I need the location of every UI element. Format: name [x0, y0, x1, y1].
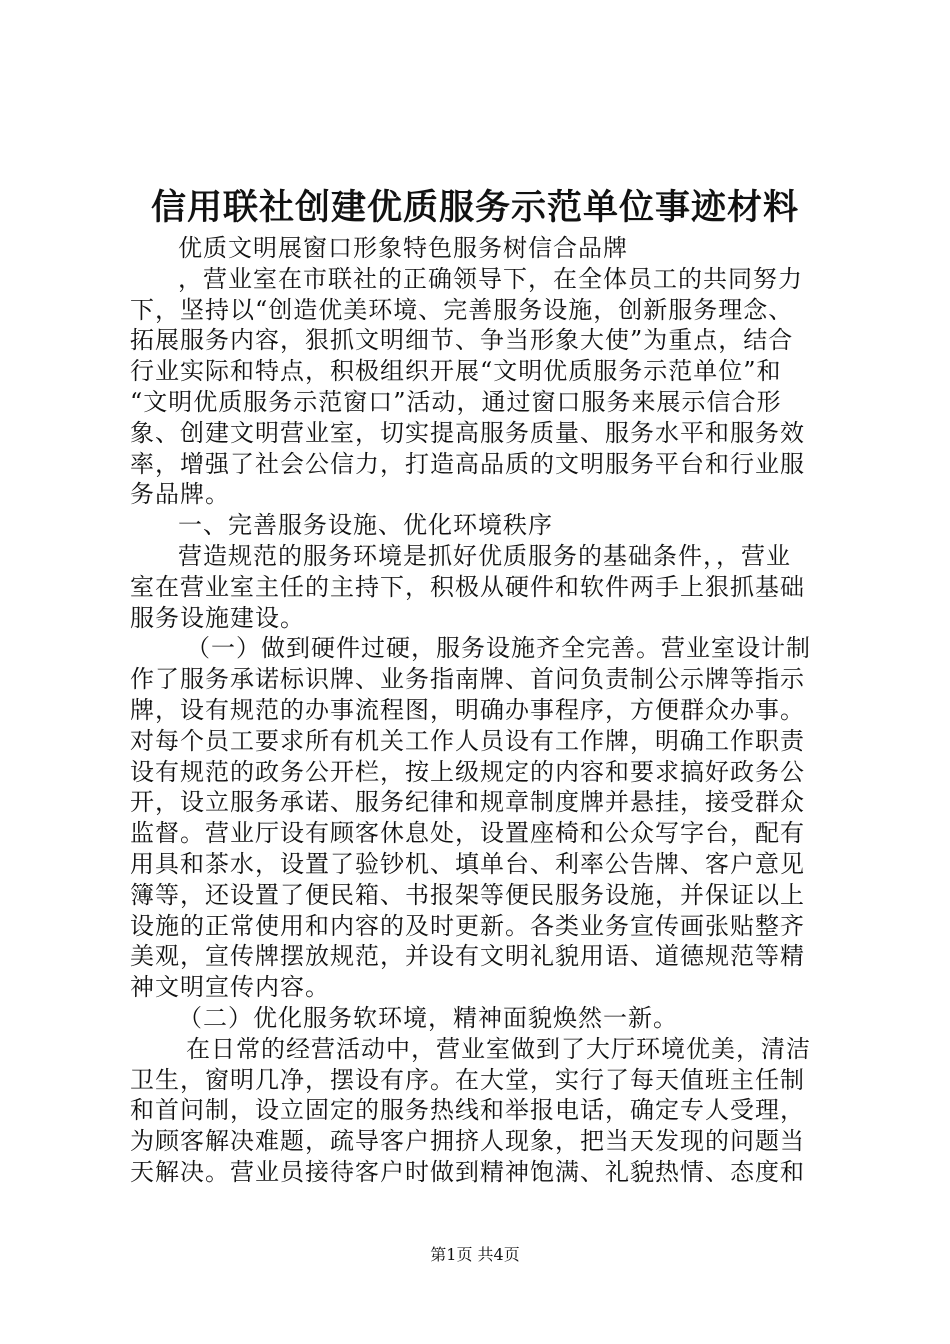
body-line: 开，设立服务承诺、服务纪律和规章制度牌并悬挂，接受群众	[130, 788, 805, 817]
body-line: （一）做到硬件过硬，服务设施齐全完善。营业室设计制	[186, 634, 811, 663]
body-line: 拓展服务内容，狠抓文明细节、争当形象大使”为重点，结合	[130, 326, 794, 355]
body-line: 对每个员工要求所有机关工作人员设有工作牌，明确工作职责	[130, 726, 805, 755]
body-line: 神文明宣传内容。	[130, 973, 330, 1002]
body-line: 天解决。营业员接待客户时做到精神饱满、礼貌热情、态度和	[130, 1157, 805, 1186]
body-line: 美观，宣传牌摆放规范，并设有文明礼貌用语、道德规范等精	[130, 942, 805, 971]
body-line: 室在营业室主任的主持下，积极从硬件和软件两手上狠抓基础	[130, 572, 805, 601]
body-line: 簿等，还设置了便民箱、书报架等便民服务设施，并保证以上	[130, 880, 805, 909]
body-line: 设有规范的政务公开栏，按上级规定的内容和要求搞好政务公	[130, 757, 805, 786]
page-footer: 第1页 共4页	[430, 1245, 520, 1264]
body-line: 营造规范的服务环境是抓好优质服务的基础条件，，营业	[178, 541, 791, 570]
body-line: 和首问制，设立固定的服务热线和举报电话，确定专人受理，	[130, 1096, 805, 1125]
body-line: 为顾客解决难题，疏导客户拥挤人现象，把当天发现的问题当	[130, 1127, 805, 1156]
body-line: 优质文明展窗口形象特色服务树信合品牌	[178, 234, 628, 262]
body-line: 用具和茶水，设置了验钞机、填单台、利率公告牌、客户意见	[130, 849, 805, 878]
body-line: 牌，设有规范的办事流程图，明确办事程序，方便群众办事。	[130, 695, 805, 724]
body-line: （二）优化服务软环境，精神面貌焕然一新。	[178, 1003, 678, 1032]
body-line: 在日常的经营活动中，营业室做到了大厅环境优美，清洁	[186, 1034, 811, 1063]
body-line: 作了服务承诺标识牌、业务指南牌、首问负责制公示牌等指示	[130, 665, 805, 694]
body-line: 行业实际和特点，积极组织开展“文明优质服务示范单位”和	[130, 357, 782, 386]
body-line: 象、创建文明营业室，切实提高服务质量、服务水平和服务效	[130, 418, 805, 447]
body-line: 服务设施建设。	[130, 603, 305, 632]
body-line: 务品牌。	[130, 480, 230, 509]
body-line: 卫生，窗明几净，摆设有序。在大堂，实行了每天值班主任制	[130, 1065, 805, 1094]
body-line: 率，增强了社会公信力，打造高品质的文明服务平台和行业服	[130, 449, 805, 478]
body-line: 监督。营业厅设有顾客休息处，设置座椅和公众写字台，配有	[130, 819, 805, 848]
document-body	[130, 233, 830, 1188]
document-title: 信用联社创建优质服务示范单位事迹材料	[150, 187, 799, 228]
body-line: 设施的正常使用和内容的及时更新。各类业务宣传画张贴整齐	[130, 911, 805, 940]
body-line: 一、完善服务设施、优化环境秩序	[178, 511, 553, 540]
body-line: “文明优质服务示范窗口”活动，通过窗口服务来展示信合形	[130, 387, 782, 416]
body-line: ，营业室在市联社的正确领导下，在全体员工的共同努力	[178, 264, 803, 293]
body-line: 下，坚持以“创造优美环境、完善服务设施，创新服务理念、	[130, 295, 794, 324]
